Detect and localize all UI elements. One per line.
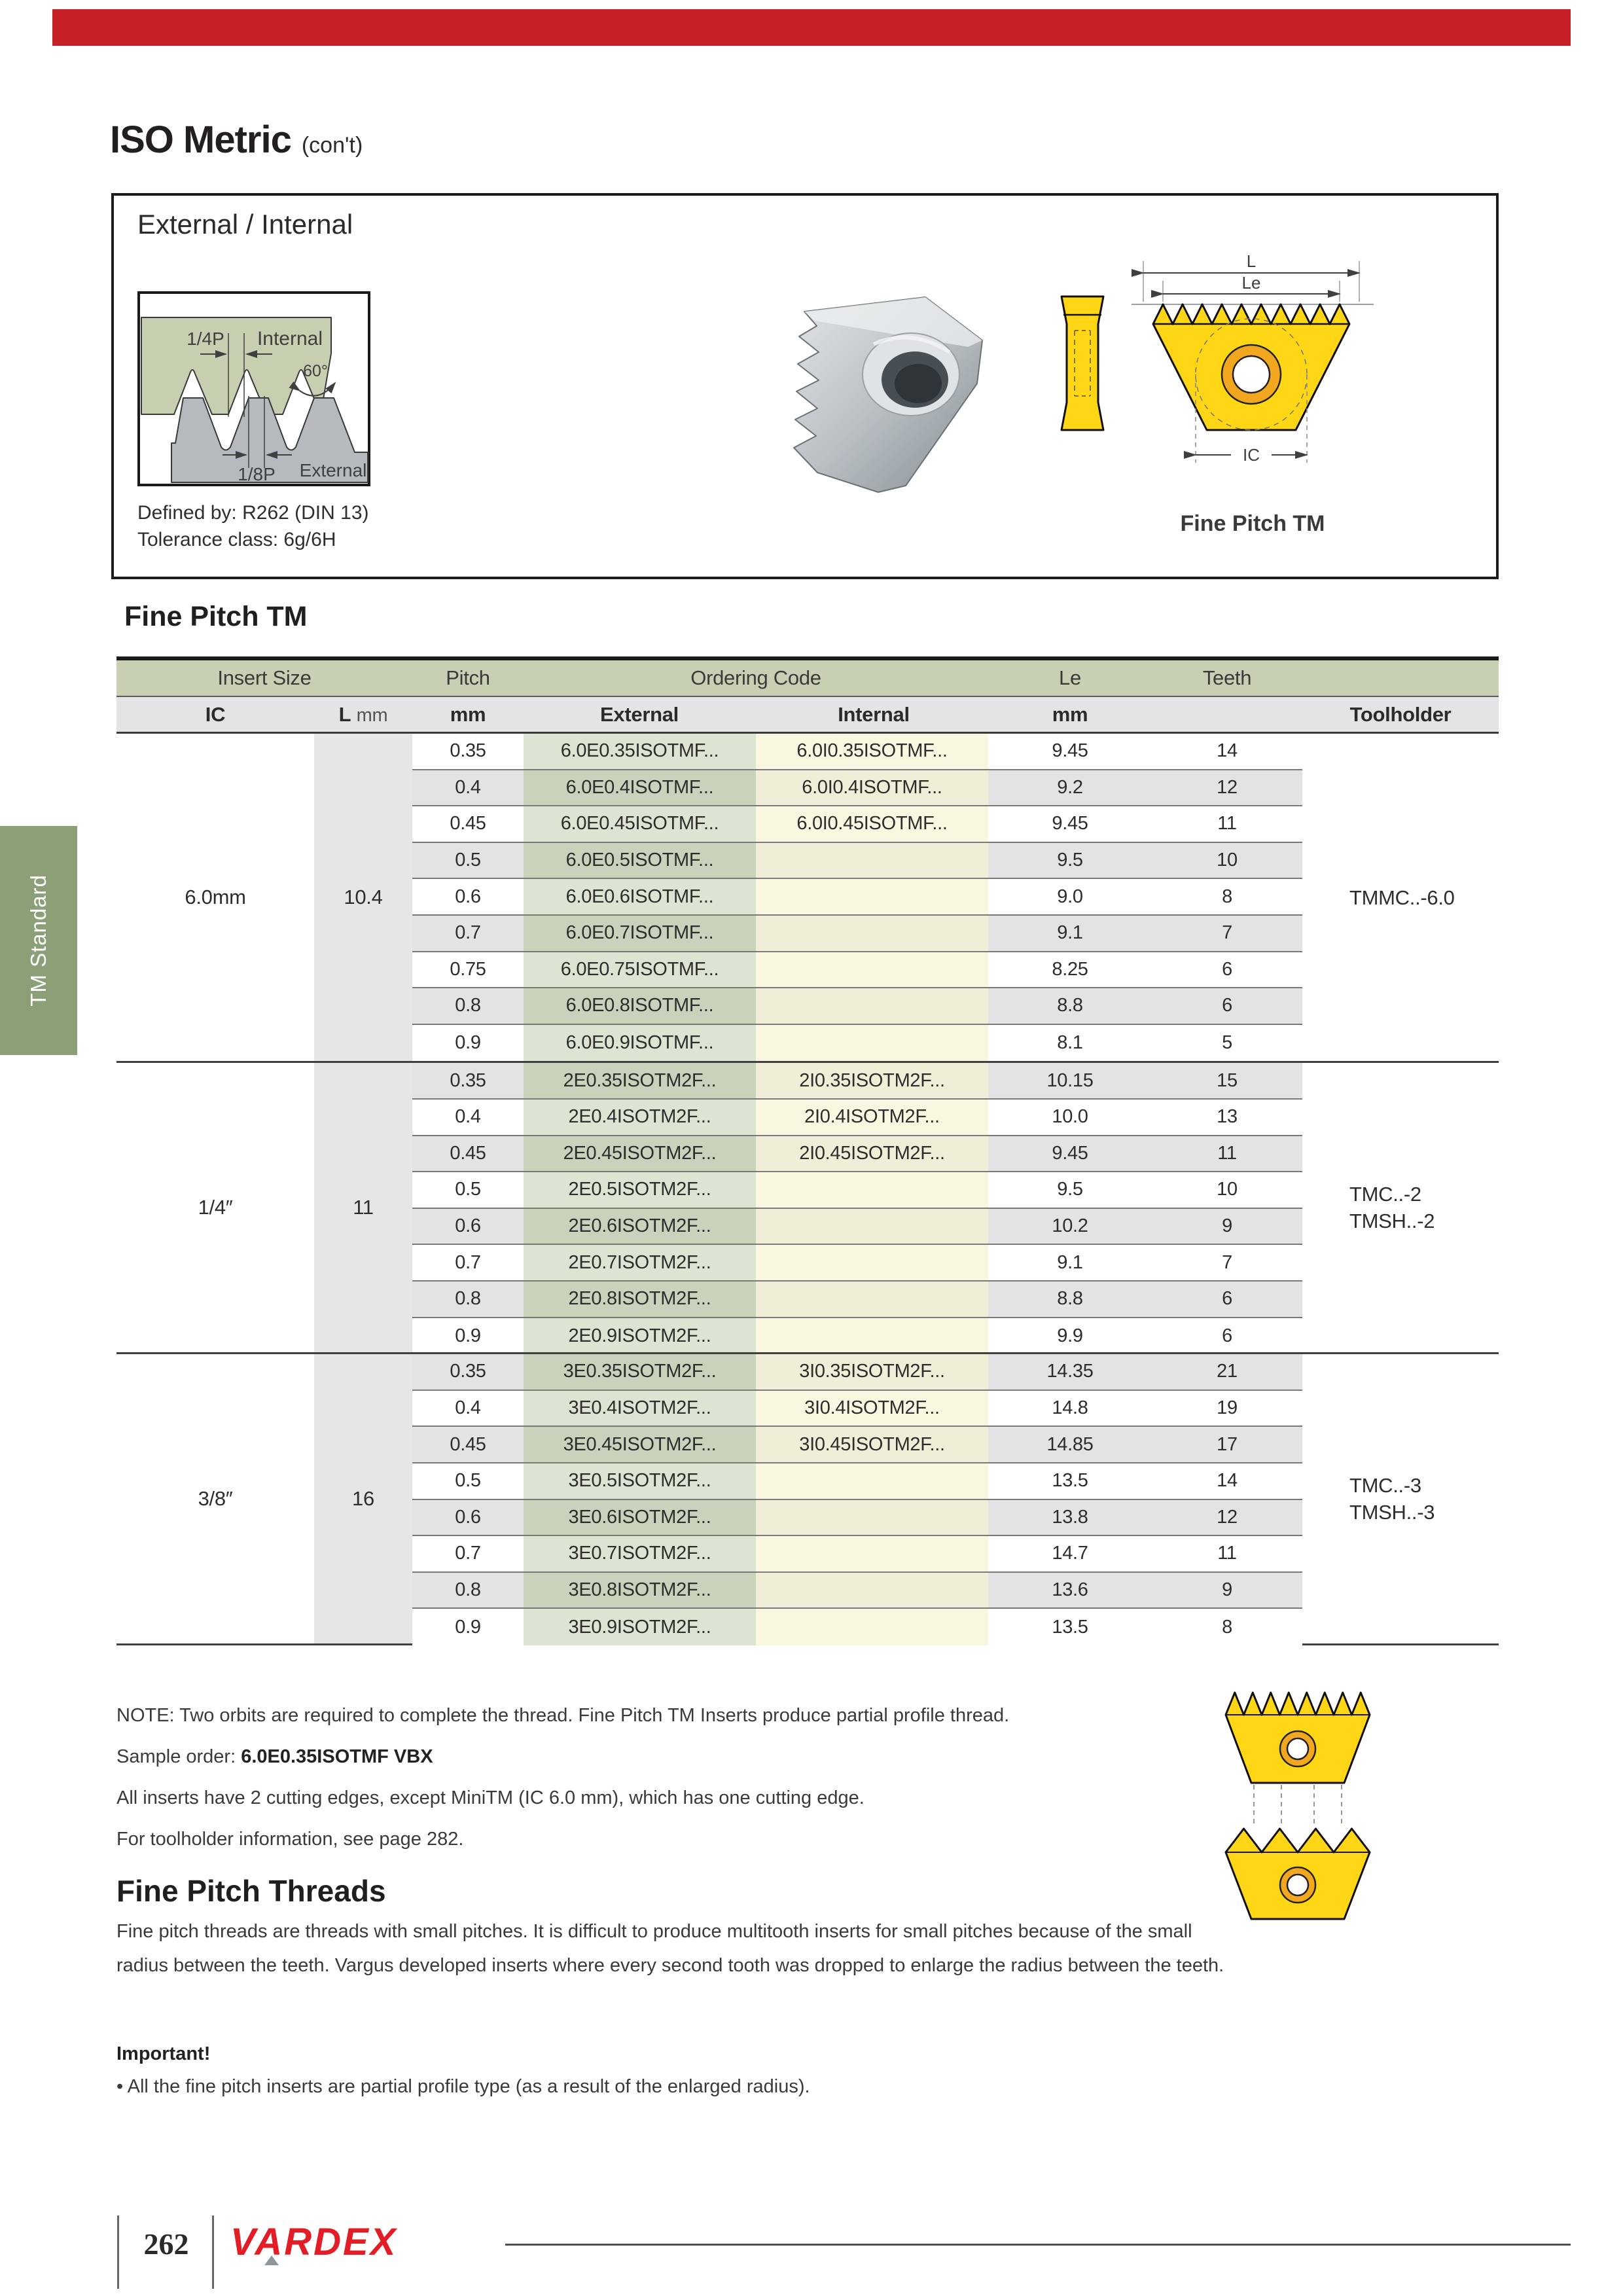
dim-L-label: L xyxy=(1246,253,1257,271)
cell-ordering-code-external: 2E0.6ISOTM2F... xyxy=(524,1209,756,1244)
cell-ordering-code-external: 6.0E0.9ISOTMF... xyxy=(524,1025,756,1062)
cell-le: 13.8 xyxy=(988,1500,1152,1535)
cell-ordering-code-internal xyxy=(756,879,988,914)
important-heading: Important! xyxy=(116,2043,211,2064)
cell-teeth: 7 xyxy=(1152,1245,1302,1280)
header-l: L xyxy=(338,702,351,726)
cell-toolholder xyxy=(1302,1063,1499,1352)
cell-le: 14.35 xyxy=(988,1354,1152,1390)
cell-teeth: 6 xyxy=(1152,988,1302,1024)
table-row xyxy=(412,1063,1302,1100)
cell-ordering-code-internal: 6.0I0.4ISOTMF... xyxy=(756,770,988,806)
dim-IC-label: IC xyxy=(1243,445,1260,465)
cell-pitch: 0.35 xyxy=(412,1063,524,1098)
cell-pitch: 0.75 xyxy=(412,952,524,988)
sample-order-code: 6.0E0.35ISOTMF VBX xyxy=(241,1746,433,1767)
cell-pitch: 0.5 xyxy=(412,1172,524,1208)
cell-le: 9.9 xyxy=(988,1318,1152,1355)
cell-ordering-code-external: 6.0E0.6ISOTMF... xyxy=(524,879,756,914)
cell-le: 8.25 xyxy=(988,952,1152,988)
header-pitch: Pitch xyxy=(446,666,490,689)
label-quarter-p: 1/4P xyxy=(187,329,224,349)
cell-teeth: 12 xyxy=(1152,1500,1302,1535)
cell-pitch: 0.8 xyxy=(412,988,524,1024)
cell-insert-size-l: 16 xyxy=(314,1354,412,1643)
table-row xyxy=(412,843,1302,880)
cell-teeth: 19 xyxy=(1152,1391,1302,1426)
insert-side-view xyxy=(1048,294,1116,433)
section-body: Fine pitch threads are threads with small pitches. It is difficult to produce multitooth inserts for small pitches because of the small radius between the teeth. Vargus developed inserts where every second tooth was dropped to enlarge the radius between the teeth. xyxy=(116,1921,1224,1976)
table-row xyxy=(412,1573,1302,1609)
hole xyxy=(1233,356,1270,393)
cell-ordering-code-external: 6.0E0.75ISOTMF... xyxy=(524,952,756,988)
cell-ordering-code-external: 6.0E0.35ISOTMF... xyxy=(524,734,756,769)
cell-pitch: 0.4 xyxy=(412,770,524,806)
table-row xyxy=(412,1463,1302,1500)
cell-ordering-code-external: 2E0.7ISOTM2F... xyxy=(524,1245,756,1280)
header-external: External xyxy=(600,702,679,726)
table-row xyxy=(412,988,1302,1025)
hole xyxy=(1287,1874,1308,1895)
cell-le: 9.0 xyxy=(988,879,1152,914)
table-row xyxy=(412,1318,1302,1355)
footer-divider xyxy=(212,2215,214,2289)
table-row xyxy=(412,916,1302,952)
thread-profile-diagram xyxy=(137,291,370,486)
cell-le: 9.5 xyxy=(988,1172,1152,1208)
cell-ordering-code-internal xyxy=(756,952,988,988)
cell-insert-size-ic: 3/8″ xyxy=(116,1354,314,1643)
cell-ordering-code-external: 2E0.9ISOTM2F... xyxy=(524,1318,756,1355)
cell-le: 14.7 xyxy=(988,1536,1152,1571)
vardex-logo-triangle xyxy=(264,2255,279,2265)
cell-ordering-code-external: 3E0.4ISOTM2F... xyxy=(524,1391,756,1426)
section-title: Fine Pitch Threads xyxy=(116,1874,386,1908)
cell-ordering-code-internal xyxy=(756,1573,988,1608)
cell-teeth: 14 xyxy=(1152,734,1302,769)
defined-by-note xyxy=(137,499,369,553)
toolholder-name: TMSH..-3 xyxy=(1349,1501,1435,1524)
cell-pitch: 0.9 xyxy=(412,1318,524,1355)
cell-pitch: 0.35 xyxy=(412,1354,524,1390)
cell-le: 10.2 xyxy=(988,1209,1152,1244)
page-title xyxy=(110,118,363,162)
cell-insert-size-ic: 6.0mm xyxy=(116,734,314,1061)
cell-le: 8.1 xyxy=(988,1025,1152,1062)
cell-ordering-code-internal xyxy=(756,916,988,951)
cell-pitch: 0.8 xyxy=(412,1573,524,1608)
box-title: External / Internal xyxy=(137,209,353,240)
hole xyxy=(1287,1738,1308,1759)
table-row xyxy=(412,1100,1302,1136)
cell-pitch: 0.7 xyxy=(412,1536,524,1571)
cell-teeth: 7 xyxy=(1152,916,1302,951)
cell-teeth: 6 xyxy=(1152,1318,1302,1355)
table-title: Fine Pitch TM xyxy=(124,601,308,632)
cell-ordering-code-external: 6.0E0.5ISOTMF... xyxy=(524,843,756,878)
page-title-main: ISO Metric xyxy=(110,118,291,161)
cell-ordering-code-external: 3E0.45ISOTM2F... xyxy=(524,1427,756,1462)
table-row xyxy=(412,1500,1302,1537)
cell-teeth: 6 xyxy=(1152,952,1302,988)
note-line-3: All inserts have 2 cutting edges, except MiniTM (IC 6.0 mm), which has one cutting edge. xyxy=(116,1787,865,1808)
cell-le: 8.8 xyxy=(988,1282,1152,1317)
group-rows xyxy=(412,1063,1302,1354)
cell-teeth: 17 xyxy=(1152,1427,1302,1462)
cell-le: 14.85 xyxy=(988,1427,1152,1462)
cell-insert-size-l: 10.4 xyxy=(314,734,412,1061)
cell-ordering-code-internal: 6.0I0.45ISOTMF... xyxy=(756,806,988,842)
cell-teeth: 11 xyxy=(1152,1136,1302,1172)
sidebar-tab-tm-standard xyxy=(0,826,77,1055)
cell-pitch: 0.8 xyxy=(412,1282,524,1317)
cell-pitch: 0.9 xyxy=(412,1609,524,1645)
table-row xyxy=(412,1245,1302,1282)
cell-teeth: 10 xyxy=(1152,1172,1302,1208)
cell-teeth: 9 xyxy=(1152,1573,1302,1608)
label-external: External xyxy=(299,460,367,480)
cell-ordering-code-internal: 2I0.45ISOTM2F... xyxy=(756,1136,988,1172)
cell-ordering-code-internal: 3I0.35ISOTM2F... xyxy=(756,1354,988,1390)
cell-teeth: 21 xyxy=(1152,1354,1302,1390)
cell-pitch: 0.6 xyxy=(412,1209,524,1244)
vardex-logo: VARDEX xyxy=(230,2221,398,2263)
header-ic: IC xyxy=(205,702,226,726)
cell-teeth: 11 xyxy=(1152,806,1302,842)
group-rows xyxy=(412,734,1302,1061)
cell-le: 13.6 xyxy=(988,1573,1152,1608)
cell-pitch: 0.9 xyxy=(412,1025,524,1062)
cell-ordering-code-external: 6.0E0.7ISOTMF... xyxy=(524,916,756,951)
table-row xyxy=(412,734,1302,770)
cell-teeth: 10 xyxy=(1152,843,1302,878)
cell-ordering-code-external: 3E0.35ISOTM2F... xyxy=(524,1354,756,1390)
table-group xyxy=(116,1352,1499,1643)
table-row xyxy=(412,879,1302,916)
dim-Le-label: Le xyxy=(1241,273,1261,293)
table-row xyxy=(412,1609,1302,1645)
table-row xyxy=(412,1536,1302,1573)
label-eighth-p: 1/8P xyxy=(238,464,276,484)
cell-ordering-code-internal: 6.0I0.35ISOTMF... xyxy=(756,734,988,769)
insert-hole-inner xyxy=(895,364,942,403)
cell-le: 9.45 xyxy=(988,1136,1152,1172)
cell-teeth: 15 xyxy=(1152,1063,1302,1098)
cell-ordering-code-external: 6.0E0.8ISOTMF... xyxy=(524,988,756,1024)
cell-ordering-code-external: 2E0.45ISOTM2F... xyxy=(524,1136,756,1172)
page-title-cont: (con't) xyxy=(301,133,363,158)
cell-teeth: 11 xyxy=(1152,1536,1302,1571)
header-le-unit: mm xyxy=(1052,702,1088,726)
cell-ordering-code-external: 6.0E0.45ISOTMF... xyxy=(524,806,756,842)
cell-teeth: 13 xyxy=(1152,1100,1302,1135)
header-insert-size: Insert Size xyxy=(217,666,312,689)
cell-ordering-code-external: 3E0.5ISOTM2F... xyxy=(524,1463,756,1499)
cell-ordering-code-internal xyxy=(756,1245,988,1280)
cell-le: 9.2 xyxy=(988,770,1152,806)
fine-pitch-inserts-illustration xyxy=(1216,1683,1381,1939)
cell-ordering-code-internal xyxy=(756,1500,988,1535)
cell-ordering-code-external: 2E0.35ISOTM2F... xyxy=(524,1063,756,1098)
cell-teeth: 6 xyxy=(1152,1282,1302,1317)
cell-ordering-code-external: 3E0.9ISOTM2F... xyxy=(524,1609,756,1645)
header-pitch-unit: mm xyxy=(450,702,486,726)
cell-le: 9.45 xyxy=(988,806,1152,842)
cell-pitch: 0.35 xyxy=(412,734,524,769)
cell-ordering-code-external: 3E0.7ISOTM2F... xyxy=(524,1536,756,1571)
cell-ordering-code-internal xyxy=(756,1463,988,1499)
cell-le: 10.15 xyxy=(988,1063,1152,1098)
cell-ordering-code-internal xyxy=(756,1318,988,1355)
cell-ordering-code-internal xyxy=(756,1172,988,1208)
defined-by-line: Defined by: R262 (DIN 13) xyxy=(137,502,369,524)
cell-le: 10.0 xyxy=(988,1100,1152,1135)
cell-teeth: 9 xyxy=(1152,1209,1302,1244)
cell-ordering-code-internal: 2I0.35ISOTM2F... xyxy=(756,1063,988,1098)
cell-pitch: 0.4 xyxy=(412,1100,524,1135)
cell-le: 9.1 xyxy=(988,916,1152,951)
cell-teeth: 14 xyxy=(1152,1463,1302,1499)
fine-pitch-table xyxy=(116,656,1499,1645)
cell-ordering-code-internal xyxy=(756,1025,988,1062)
header-l-mm xyxy=(339,703,388,726)
toolholder-name: TMSH..-2 xyxy=(1349,1210,1435,1233)
side-view-body xyxy=(1061,296,1103,430)
label-internal: Internal xyxy=(257,328,323,350)
header-ordering-code: Ordering Code xyxy=(690,666,821,689)
cell-ordering-code-internal xyxy=(756,988,988,1024)
toolholder-name: TMC..-3 xyxy=(1349,1474,1421,1498)
header-l-unit: mm xyxy=(356,704,388,726)
sidebar-tab-label: TM Standard xyxy=(26,874,50,1007)
cell-le: 13.5 xyxy=(988,1463,1152,1499)
cell-le: 9.5 xyxy=(988,843,1152,878)
cell-ordering-code-internal xyxy=(756,1282,988,1317)
cell-ordering-code-internal: 2I0.4ISOTM2F... xyxy=(756,1100,988,1135)
table-row xyxy=(412,806,1302,843)
cell-toolholder xyxy=(1302,1354,1499,1643)
tolerance-line: Tolerance class: 6g/6H xyxy=(137,529,336,550)
important-bullet: • All the fine pitch inserts are partial profile type (as a result of the enlarged radius). xyxy=(116,2076,810,2097)
note-line-4: For toolholder information, see page 282. xyxy=(116,1829,464,1850)
header-teeth: Teeth xyxy=(1202,666,1252,689)
cell-toolholder xyxy=(1302,734,1499,1061)
cell-teeth: 8 xyxy=(1152,1609,1302,1645)
table-row xyxy=(412,1209,1302,1246)
header-internal: Internal xyxy=(838,702,910,726)
cell-teeth: 8 xyxy=(1152,879,1302,914)
cell-ordering-code-internal: 3I0.4ISOTM2F... xyxy=(756,1391,988,1426)
cell-ordering-code-external: 3E0.8ISOTM2F... xyxy=(524,1573,756,1608)
cell-insert-size-l: 11 xyxy=(314,1063,412,1352)
label-angle: 60° xyxy=(303,362,328,380)
table-group xyxy=(116,734,1499,1061)
table-row xyxy=(412,1172,1302,1209)
cell-le: 13.5 xyxy=(988,1609,1152,1645)
cell-pitch: 0.45 xyxy=(412,1136,524,1172)
cell-le: 8.8 xyxy=(988,988,1152,1024)
page-top-red-bar xyxy=(52,9,1571,46)
cell-pitch: 0.5 xyxy=(412,843,524,878)
header-toolholder: Toolholder xyxy=(1349,702,1452,726)
table-group xyxy=(116,1061,1499,1352)
external-internal-box xyxy=(111,193,1499,579)
table-row xyxy=(412,1025,1302,1062)
cell-pitch: 0.4 xyxy=(412,1391,524,1426)
table-row xyxy=(412,1427,1302,1463)
cell-le: 9.45 xyxy=(988,734,1152,769)
table-row xyxy=(412,1354,1302,1391)
cell-ordering-code-external: 2E0.8ISOTM2F... xyxy=(524,1282,756,1317)
table-body xyxy=(116,734,1499,1645)
cell-ordering-code-internal xyxy=(756,1209,988,1244)
cell-le: 14.8 xyxy=(988,1391,1152,1426)
group-rows xyxy=(412,1354,1302,1645)
toolholder-name: TMMC..-6.0 xyxy=(1349,886,1455,909)
table-row xyxy=(412,1391,1302,1427)
cell-pitch: 0.5 xyxy=(412,1463,524,1499)
cell-ordering-code-internal xyxy=(756,1609,988,1645)
note-line-1: NOTE: Two orbits are required to complete the thread. Fine Pitch TM Inserts produce partial profile thread. xyxy=(116,1705,1010,1726)
cell-pitch: 0.6 xyxy=(412,1500,524,1535)
page-number: 262 xyxy=(143,2227,189,2261)
cell-pitch: 0.6 xyxy=(412,879,524,914)
toolholder-name: TMC..-2 xyxy=(1349,1183,1421,1206)
table-row xyxy=(412,770,1302,807)
cell-ordering-code-external: 6.0E0.4ISOTMF... xyxy=(524,770,756,806)
cell-ordering-code-external: 2E0.5ISOTM2F... xyxy=(524,1172,756,1208)
cell-pitch: 0.7 xyxy=(412,1245,524,1280)
note-line-2 xyxy=(116,1746,433,1768)
front-view-caption: Fine Pitch TM xyxy=(1180,511,1325,536)
cell-ordering-code-internal xyxy=(756,1536,988,1571)
table-row xyxy=(412,1136,1302,1173)
header-le: Le xyxy=(1059,666,1081,689)
cell-teeth: 5 xyxy=(1152,1025,1302,1062)
cell-ordering-code-internal: 3I0.45ISOTM2F... xyxy=(756,1427,988,1462)
cell-pitch: 0.45 xyxy=(412,1427,524,1462)
cell-teeth: 12 xyxy=(1152,770,1302,806)
footer-divider xyxy=(117,2215,119,2289)
footer-rule xyxy=(505,2244,1571,2246)
sample-order-label: Sample order: xyxy=(116,1746,241,1767)
cell-pitch: 0.45 xyxy=(412,806,524,842)
cell-le: 9.1 xyxy=(988,1245,1152,1280)
cell-ordering-code-external: 3E0.6ISOTM2F... xyxy=(524,1500,756,1535)
table-row xyxy=(412,952,1302,989)
cell-ordering-code-internal xyxy=(756,843,988,878)
insert-photo xyxy=(752,284,1001,507)
cell-insert-size-ic: 1/4″ xyxy=(116,1063,314,1352)
cell-ordering-code-external: 2E0.4ISOTM2F... xyxy=(524,1100,756,1135)
cell-pitch: 0.7 xyxy=(412,916,524,951)
insert-front-view xyxy=(1132,253,1374,482)
table-row xyxy=(412,1282,1302,1318)
table-header-row-1 xyxy=(116,660,1499,696)
table-header-row-2 xyxy=(116,696,1499,734)
